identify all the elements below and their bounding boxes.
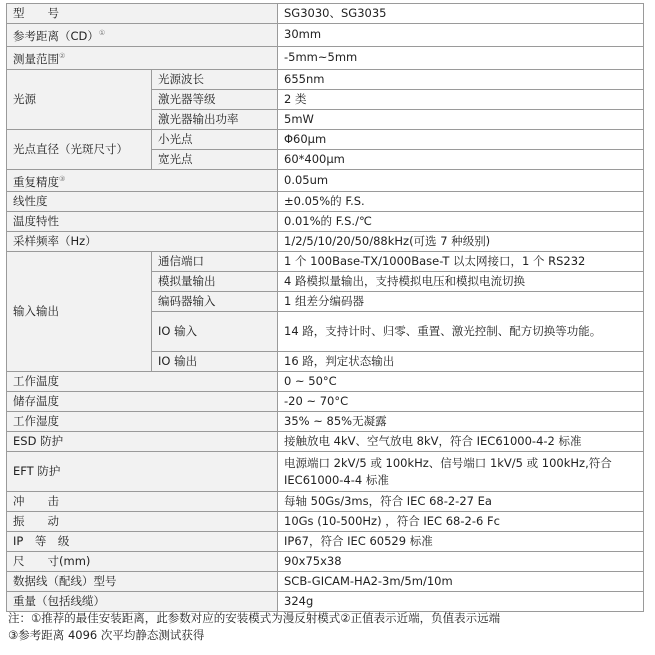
row-io-comm — [7, 252, 644, 272]
size-value: 90x75x38 — [278, 552, 644, 572]
repeatability-label: 重复精度 — [13, 174, 59, 189]
shock-label: 冲 击 — [7, 492, 278, 512]
row-weight — [7, 592, 644, 612]
laser-class-value: 2 类 — [278, 89, 644, 109]
row-esd — [7, 432, 644, 452]
ref-distance-cell — [7, 24, 278, 47]
eft-value: 电源端口 2kV/5 或 100kHz、信号端口 1kV/5 或 100kHz,符合 IEC61000-4-4 标准 — [278, 452, 644, 492]
row-range — [7, 46, 644, 69]
encoder-input-value: 1 组差分编码器 — [278, 292, 644, 312]
row-ip — [7, 532, 644, 552]
row-vibration — [7, 512, 644, 532]
wavelength-label: 光源波长 — [152, 69, 278, 89]
io-input-value: 14 路，支持计时、归零、重置、激光控制、配方切换等功能。 — [278, 312, 644, 352]
row-size — [7, 552, 644, 572]
encoder-input-label: 编码器输入 — [152, 292, 278, 312]
temp-char-value: 0.01%的 F.S./℃ — [278, 212, 644, 232]
row-light-wavelength — [7, 69, 644, 89]
ref-distance-value: 30mm — [278, 24, 644, 47]
row-repeatability — [7, 169, 644, 192]
io-input-label: IO 输入 — [152, 312, 278, 352]
spot-small-value: Φ60μm — [278, 129, 644, 149]
laser-class-label: 激光器等级 — [152, 89, 278, 109]
footnotes — [8, 610, 648, 644]
spot-label: 光点直径（光斑尺寸） — [7, 129, 152, 169]
ip-value: IP67，符合 IEC 60529 标准 — [278, 532, 644, 552]
row-op-humidity — [7, 412, 644, 432]
op-temp-value: 0 ~ 50°C — [278, 372, 644, 392]
op-humidity-label: 工作湿度 — [7, 412, 278, 432]
row-model — [7, 4, 644, 24]
spot-wide-label: 宽光点 — [152, 149, 278, 169]
io-output-label: IO 输出 — [152, 352, 278, 372]
model-value: SG3030、SG3035 — [278, 4, 644, 24]
op-temp-label: 工作温度 — [7, 372, 278, 392]
row-ref-distance — [7, 24, 644, 47]
storage-temp-label: 储存温度 — [7, 392, 278, 412]
esd-label: ESD 防护 — [7, 432, 278, 452]
row-spot-small — [7, 129, 644, 149]
row-storage-temp — [7, 392, 644, 412]
spot-small-label: 小光点 — [152, 129, 278, 149]
sample-freq-value: 1/2/5/10/20/50/88kHz(可选 7 种级别) — [278, 232, 644, 252]
weight-value: 324g — [278, 592, 644, 612]
storage-temp-value: -20 ~ 70°C — [278, 392, 644, 412]
repeatability-value: 0.05um — [278, 169, 644, 192]
esd-value: 接触放电 4kV、空气放电 8kV，符合 IEC61000-4-2 标准 — [278, 432, 644, 452]
row-linearity — [7, 192, 644, 212]
analog-output-value: 4 路模拟量输出，支持模拟电压和模拟电流切换 — [278, 272, 644, 292]
range-label: 测量范围 — [13, 51, 59, 66]
vibration-label: 振 动 — [7, 512, 278, 532]
cable-value: SCB-GICAM-HA2-3m/5m/10m — [278, 572, 644, 592]
size-label: 尺 寸(mm) — [7, 552, 278, 572]
linearity-value: ±0.05%的 F.S. — [278, 192, 644, 212]
sample-freq-label: 采样频率（Hz） — [7, 232, 278, 252]
range-cell — [7, 46, 278, 69]
footnote-line-2: ③参考距离 4096 次平均静态测试获得 — [8, 628, 205, 642]
repeatability-cell — [7, 169, 278, 192]
ref-distance-note-mark: ① — [98, 29, 106, 37]
row-temp-char — [7, 212, 644, 232]
wavelength-value: 655nm — [278, 69, 644, 89]
spec-table — [6, 3, 644, 612]
vibration-value: 10Gs (10-500Hz) ，符合 IEC 68-2-6 Fc — [278, 512, 644, 532]
footnote-line-1: 注：①推荐的最佳安装距离，此参数对应的安装模式为漫反射模式②正值表示近端，负值表示远端 — [8, 611, 501, 625]
op-humidity-value: 35% ~ 85%无凝露 — [278, 412, 644, 432]
io-output-value: 16 路，判定状态输出 — [278, 352, 644, 372]
repeatability-note-mark: ③ — [59, 174, 66, 183]
laser-power-value: 5mW — [278, 109, 644, 129]
row-op-temp — [7, 372, 644, 392]
weight-label: 重量（包括线缆） — [7, 592, 278, 612]
linearity-label: 线性度 — [7, 192, 278, 212]
cable-label: 数据线（配线）型号 — [7, 572, 278, 592]
eft-label: EFT 防护 — [7, 452, 278, 492]
temp-char-label: 温度特性 — [7, 212, 278, 232]
row-cable — [7, 572, 644, 592]
light-source-label: 光源 — [7, 69, 152, 129]
spot-wide-value: 60*400μm — [278, 149, 644, 169]
row-sample-freq — [7, 232, 644, 252]
row-eft — [7, 452, 644, 492]
comm-port-label: 通信端口 — [152, 252, 278, 272]
range-note-mark: ② — [59, 51, 66, 60]
io-label: 输入输出 — [7, 252, 152, 372]
ip-label: IP 等 级 — [7, 532, 278, 552]
comm-port-value: 1 个 100Base-TX/1000Base-T 以太网接口，1 个 RS232 — [278, 252, 644, 272]
shock-value: 每轴 50Gs/3ms，符合 IEC 68-2-27 Ea — [278, 492, 644, 512]
laser-power-label: 激光器输出功率 — [152, 109, 278, 129]
analog-output-label: 模拟量输出 — [152, 272, 278, 292]
row-shock — [7, 492, 644, 512]
range-value: -5mm~5mm — [278, 46, 644, 69]
ref-distance-label: 参考距离（CD） — [13, 28, 99, 43]
model-label: 型 号 — [7, 4, 278, 24]
